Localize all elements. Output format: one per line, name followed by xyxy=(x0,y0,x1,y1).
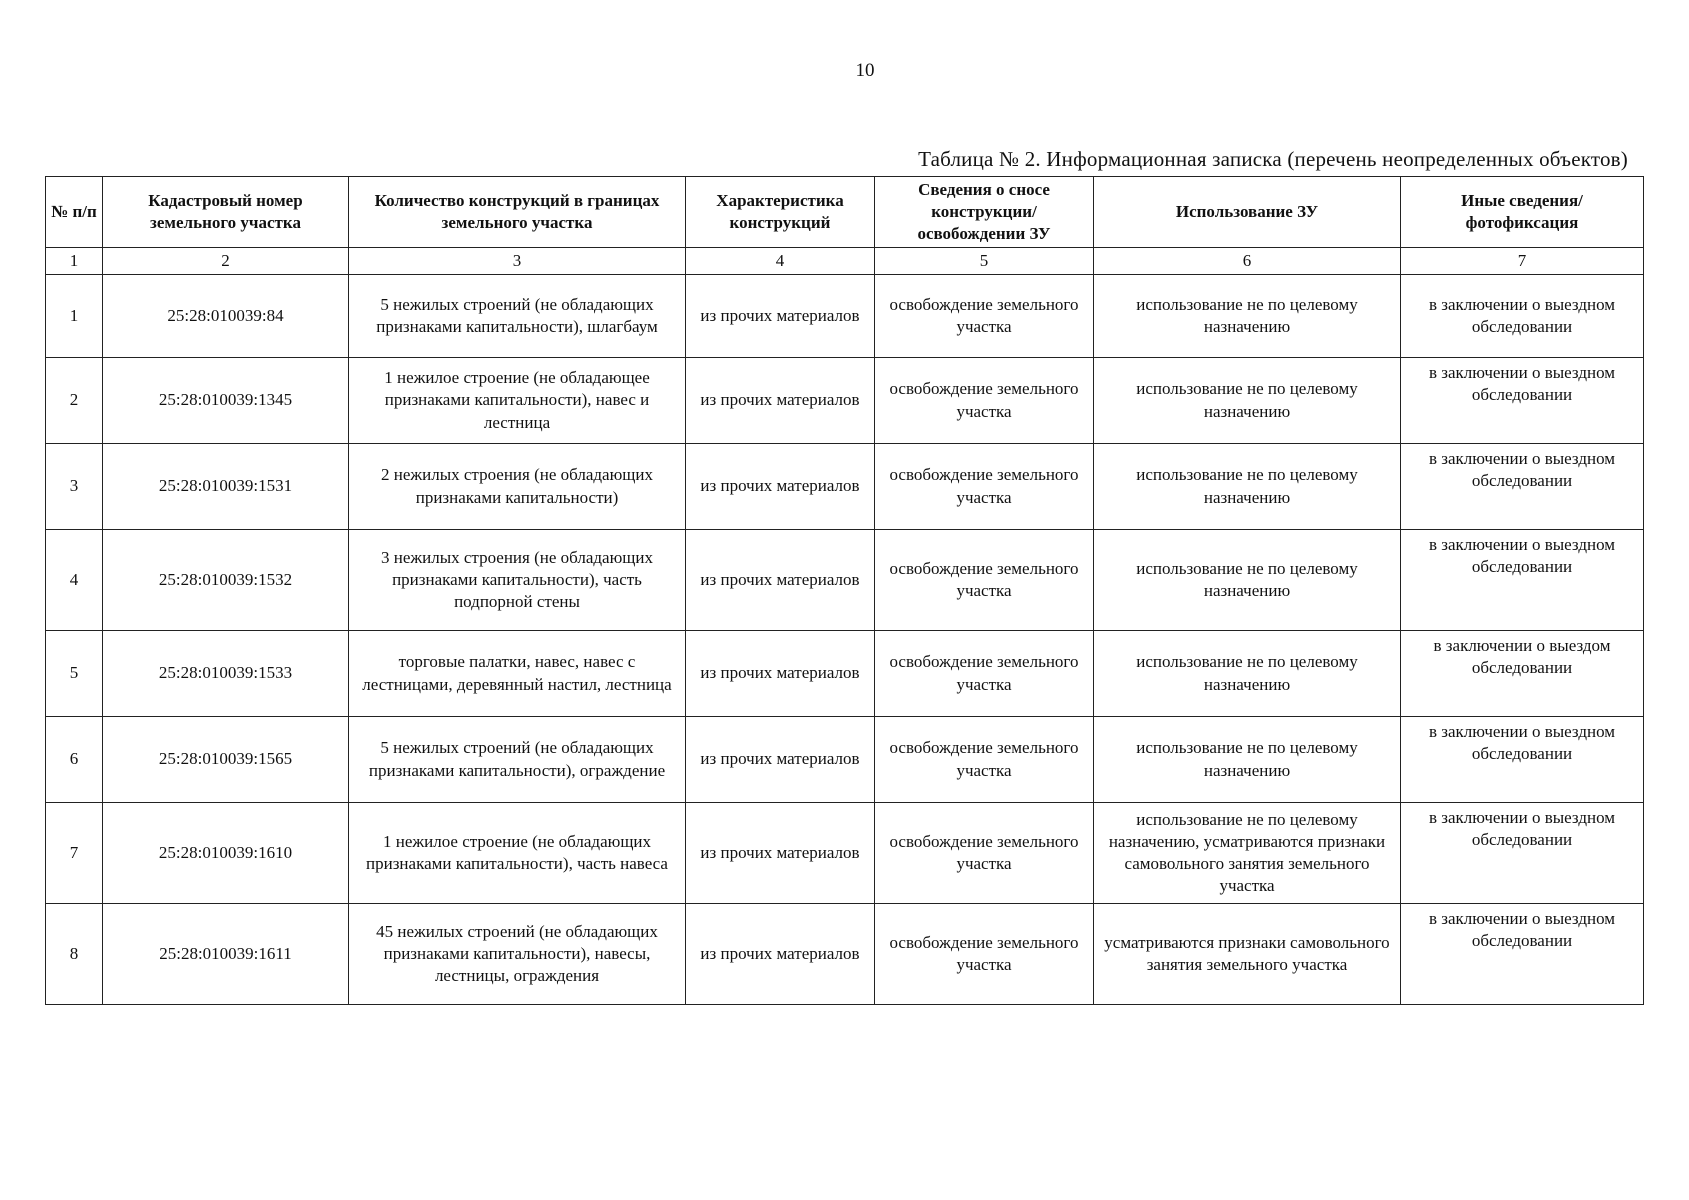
row-number: 5 xyxy=(46,631,103,717)
table-row xyxy=(46,530,1644,631)
demolition-info: освобождение земельного участка xyxy=(875,530,1094,631)
header-cadastral: Кадастровый номер земельного участка xyxy=(103,177,349,248)
column-number: 3 xyxy=(349,248,686,275)
structures-count: 5 нежилых строений (не обладающих признаками капитальности), ограждение xyxy=(349,717,686,803)
row-number: 8 xyxy=(46,904,103,1005)
header-characteristic: Характеристика конструкций xyxy=(686,177,875,248)
table-row xyxy=(46,717,1644,803)
other-info: в заключении о выездном обследовании xyxy=(1401,444,1644,530)
structures-count: 45 нежилых строений (не обладающих признаками капитальности), навесы, лестницы, ограждения xyxy=(349,904,686,1005)
structures-characteristic: из прочих материалов xyxy=(686,444,875,530)
row-number: 2 xyxy=(46,358,103,444)
other-info: в заключении о выездном обследовании xyxy=(1401,275,1644,358)
table-row xyxy=(46,358,1644,444)
cadastral-number: 25:28:010039:1610 xyxy=(103,803,349,904)
land-usage: использование не по целевому назначению xyxy=(1094,717,1401,803)
header-count: Количество конструкций в границах земельного участка xyxy=(349,177,686,248)
structures-characteristic: из прочих материалов xyxy=(686,717,875,803)
table-row xyxy=(46,631,1644,717)
row-number: 7 xyxy=(46,803,103,904)
structures-count: торговые палатки, навес, навес с лестницами, деревянный настил, лестница xyxy=(349,631,686,717)
table-row xyxy=(46,275,1644,358)
demolition-info: освобождение земельного участка xyxy=(875,631,1094,717)
demolition-info: освобождение земельного участка xyxy=(875,358,1094,444)
table-caption: Таблица № 2. Информационная записка (перечень неопределенных объектов) xyxy=(918,147,1628,171)
structures-count: 5 нежилых строений (не обладающих признаками капитальности), шлагбаум xyxy=(349,275,686,358)
structures-count: 1 нежилое строение (не обладающих признаками капитальности), часть навеса xyxy=(349,803,686,904)
demolition-info: освобождение земельного участка xyxy=(875,904,1094,1005)
row-number: 1 xyxy=(46,275,103,358)
structures-count: 3 нежилых строения (не обладающих признаками капитальности), часть подпорной стены xyxy=(349,530,686,631)
column-number: 1 xyxy=(46,248,103,275)
other-info: в заключении о выездном обследовании xyxy=(1401,530,1644,631)
other-info: в заключении о выездном обследовании xyxy=(1401,358,1644,444)
land-usage: использование не по целевому назначению xyxy=(1094,358,1401,444)
column-number: 2 xyxy=(103,248,349,275)
cadastral-number: 25:28:010039:1345 xyxy=(103,358,349,444)
other-info: в заключении о выездном обследовании xyxy=(1401,904,1644,1005)
other-info: в заключении о выездном обследовании xyxy=(1401,717,1644,803)
row-number: 3 xyxy=(46,444,103,530)
table-row xyxy=(46,803,1644,904)
cadastral-number: 25:28:010039:1531 xyxy=(103,444,349,530)
header-demolition: Сведения о сносе конструкции/ освобождении ЗУ xyxy=(875,177,1094,248)
demolition-info: освобождение земельного участка xyxy=(875,803,1094,904)
header-row xyxy=(46,177,1644,248)
land-usage: использование не по целевому назначению xyxy=(1094,631,1401,717)
land-usage: использование не по целевому назначению xyxy=(1094,275,1401,358)
column-number: 6 xyxy=(1094,248,1401,275)
land-usage: использование не по целевому назначению xyxy=(1094,444,1401,530)
other-info: в заключении о выездом обследовании xyxy=(1401,631,1644,717)
structures-characteristic: из прочих материалов xyxy=(686,530,875,631)
objects-table xyxy=(45,176,1644,1005)
row-number: 4 xyxy=(46,530,103,631)
row-number: 6 xyxy=(46,717,103,803)
structures-characteristic: из прочих материалов xyxy=(686,803,875,904)
structures-characteristic: из прочих материалов xyxy=(686,631,875,717)
structures-characteristic: из прочих материалов xyxy=(686,904,875,1005)
column-number: 4 xyxy=(686,248,875,275)
demolition-info: освобождение земельного участка xyxy=(875,444,1094,530)
structures-characteristic: из прочих материалов xyxy=(686,275,875,358)
column-number: 7 xyxy=(1401,248,1644,275)
cadastral-number: 25:28:010039:1532 xyxy=(103,530,349,631)
land-usage: использование не по целевому назначению xyxy=(1094,530,1401,631)
header-number: № п/п xyxy=(46,177,103,248)
table-row xyxy=(46,444,1644,530)
header-other: Иные сведения/ фотофиксация xyxy=(1401,177,1644,248)
header-usage: Использование ЗУ xyxy=(1094,177,1401,248)
demolition-info: освобождение земельного участка xyxy=(875,275,1094,358)
table-row xyxy=(46,904,1644,1005)
land-usage: использование не по целевому назначению, усматриваются признаки самовольного занятия земельного участка xyxy=(1094,803,1401,904)
demolition-info: освобождение земельного участка xyxy=(875,717,1094,803)
page-number: 10 xyxy=(855,60,875,81)
structures-count: 1 нежилое строение (не обладающее признаками капитальности), навес и лестница xyxy=(349,358,686,444)
land-usage: усматриваются признаки самовольного занятия земельного участка xyxy=(1094,904,1401,1005)
cadastral-number: 25:28:010039:1565 xyxy=(103,717,349,803)
cadastral-number: 25:28:010039:1533 xyxy=(103,631,349,717)
structures-count: 2 нежилых строения (не обладающих признаками капитальности) xyxy=(349,444,686,530)
column-number: 5 xyxy=(875,248,1094,275)
column-number-row xyxy=(46,248,1644,275)
cadastral-number: 25:28:010039:84 xyxy=(103,275,349,358)
other-info: в заключении о выездном обследовании xyxy=(1401,803,1644,904)
cadastral-number: 25:28:010039:1611 xyxy=(103,904,349,1005)
structures-characteristic: из прочих материалов xyxy=(686,358,875,444)
